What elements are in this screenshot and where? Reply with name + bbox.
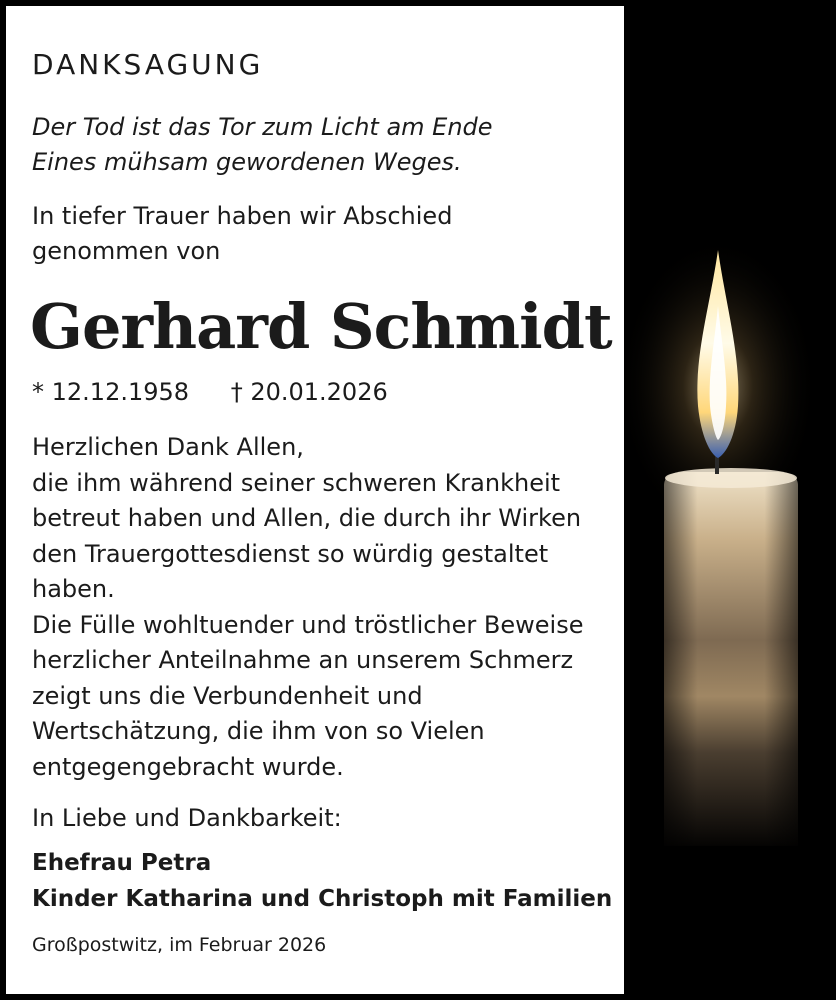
body-line: Wertschätzung, die ihm von so Vielen (32, 717, 485, 745)
life-dates (32, 378, 388, 406)
signers (32, 845, 612, 917)
body-line: Herzlichen Dank Allen, (32, 433, 304, 461)
body-line: Die Fülle wohltuender und tröstlicher Beweise (32, 610, 584, 639)
notice-heading: DANKSAGUNG (32, 48, 264, 81)
candle-icon (624, 6, 830, 994)
death-date: † 20.01.2026 (230, 378, 388, 406)
intro-line: genommen von (32, 237, 221, 265)
motto-quote (32, 110, 493, 180)
signer-line: Kinder Katharina und Christoph mit Familien (32, 886, 613, 912)
thanks-body (32, 430, 583, 785)
obituary-text-panel (6, 6, 624, 994)
intro-line: In tiefer Trauer haben wir Abschied (32, 202, 453, 230)
signer-line: Ehefrau Petra (32, 850, 212, 876)
body-line: die ihm während seiner schweren Krankheit (32, 468, 561, 497)
motto-line: Der Tod ist das Tor zum Licht am Ende (32, 113, 493, 141)
body-line: zeigt uns die Verbundenheit und (32, 681, 423, 710)
body-line: haben. (32, 575, 115, 603)
closing-line: In Liebe und Dankbarkeit: (32, 804, 342, 832)
body-line: entgegengebracht wurde. (32, 752, 344, 781)
motto-line: Eines mühsam gewordenen Weges. (32, 148, 462, 176)
body-line: den Trauergottesdienst so würdig gestaltet (32, 539, 549, 568)
place-and-date: Großpostwitz, im Februar 2026 (32, 934, 327, 956)
body-line: herzlicher Anteilnahme an unserem Schmerz (32, 646, 574, 674)
birth-date: * 12.12.1958 (32, 378, 190, 406)
body-line: betreut haben und Allen, die durch ihr Wirken (32, 504, 582, 532)
candle-image-panel (624, 6, 830, 994)
intro-text (32, 199, 452, 269)
deceased-name: Gerhard Schmidt (30, 290, 612, 363)
